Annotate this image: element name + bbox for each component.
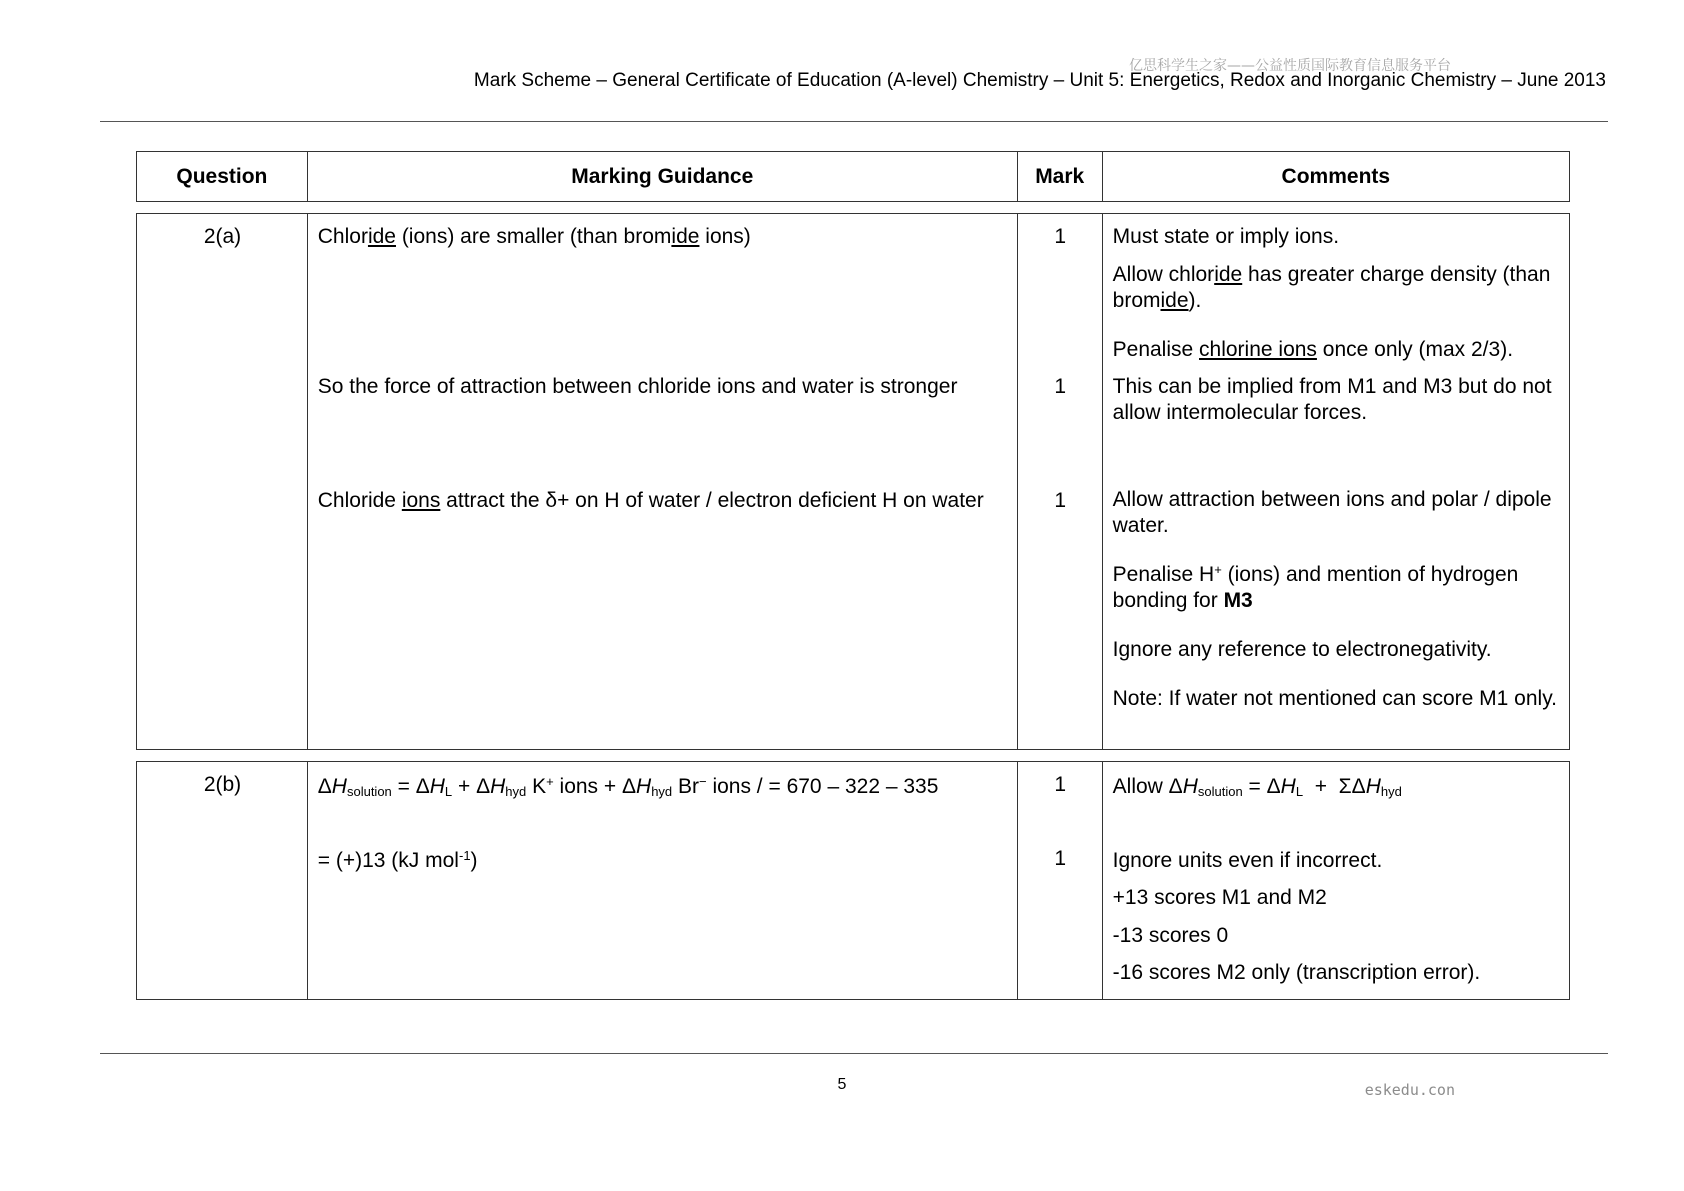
mark-m2: 1 [1054, 375, 1067, 398]
header-question: Question [137, 152, 308, 201]
question-2b-row [136, 761, 1570, 1000]
page-header-title: Mark Scheme – General Certificate of Education (A-level) Chemistry – Unit 5: Energetics, Redox and Inorganic Chemistry – June 2013 [473, 70, 1606, 91]
guidance-cell [308, 762, 1018, 999]
header-comments: Comments [1281, 164, 1391, 188]
comments-cell [1103, 762, 1569, 999]
mark-m3: 1 [1054, 489, 1067, 512]
comment-4: This can be implied from M1 and M3 but do not allow intermolecular forces. [1112, 375, 1552, 424]
guidance-cell [308, 214, 1018, 749]
comment-1: Must state or imply ions. [1112, 225, 1340, 248]
footer-divider [100, 1053, 1608, 1054]
question-2a-row [136, 213, 1570, 750]
comment-5: Allow attraction between ions and polar / dipole water. [1112, 488, 1552, 537]
watermark-bottom: eskedu.con [1364, 1081, 1455, 1099]
table-header-row [136, 151, 1570, 202]
mark-cell [1018, 214, 1103, 749]
mark-cell [1018, 762, 1103, 999]
comment-6: Penalise H+ (ions) and mention of hydrogen bonding for M3 [1112, 562, 1519, 612]
header-divider [100, 121, 1608, 122]
watermark-top: 亿思科学生之家——公益性质国际教育信息服务平台 [1129, 58, 1451, 74]
guidance-equation: $\Delta H_{solution} = \Delta H_L + \Delta H_{hyd}$ K+ ions + $\Delta H_{hyd}$ Br− ions / = 670 – 322 – 335 [317, 774, 939, 799]
question-label: 2(a) [203, 225, 242, 248]
mark-m1: 1 [1054, 225, 1067, 248]
header-marking-guidance: Marking Guidance [308, 152, 1018, 201]
guidance-answer: = (+)13 (kJ mol$^{-1}$) [317, 848, 478, 872]
question-label: 2(b) [203, 773, 242, 796]
comment-plus13: +13 scores M1 and M2 [1112, 886, 1327, 909]
mark-m1: 1 [1054, 773, 1067, 796]
comment-minus16: -16 scores M2 only (transcription error). [1112, 961, 1481, 984]
question-cell [137, 214, 308, 749]
comment-3: Penalise chlorine ions once only (max 2/3). [1112, 338, 1514, 361]
comment-7: Ignore any reference to electronegativity. [1112, 638, 1492, 661]
guidance-m1: Chloride (ions) are smaller (than bromide ions) [317, 225, 751, 248]
question-cell [137, 762, 308, 999]
comment-8: Note: If water not mentioned can score M1 only. [1112, 687, 1557, 710]
guidance-m2: So the force of attraction between chloride ions and water is stronger [317, 375, 958, 398]
comment-ignore-units: Ignore units even if incorrect. [1112, 849, 1383, 872]
comment-2: Allow chloride has greater charge density (than bromide). [1112, 263, 1551, 312]
comment-allow-equation: Allow $\Delta H_{solution} = \Delta H_L + \Sigma\Delta H_{hyd}$ [1112, 775, 1402, 799]
comment-minus13: -13 scores 0 [1112, 924, 1229, 947]
page-number: 5 [837, 1076, 847, 1093]
header-mark: Mark [1018, 152, 1103, 201]
guidance-m3: Chloride ions attract the δ+ on H of water / electron deficient H on water [317, 489, 984, 512]
comments-cell [1103, 214, 1569, 749]
mark-m2: 1 [1054, 847, 1067, 870]
